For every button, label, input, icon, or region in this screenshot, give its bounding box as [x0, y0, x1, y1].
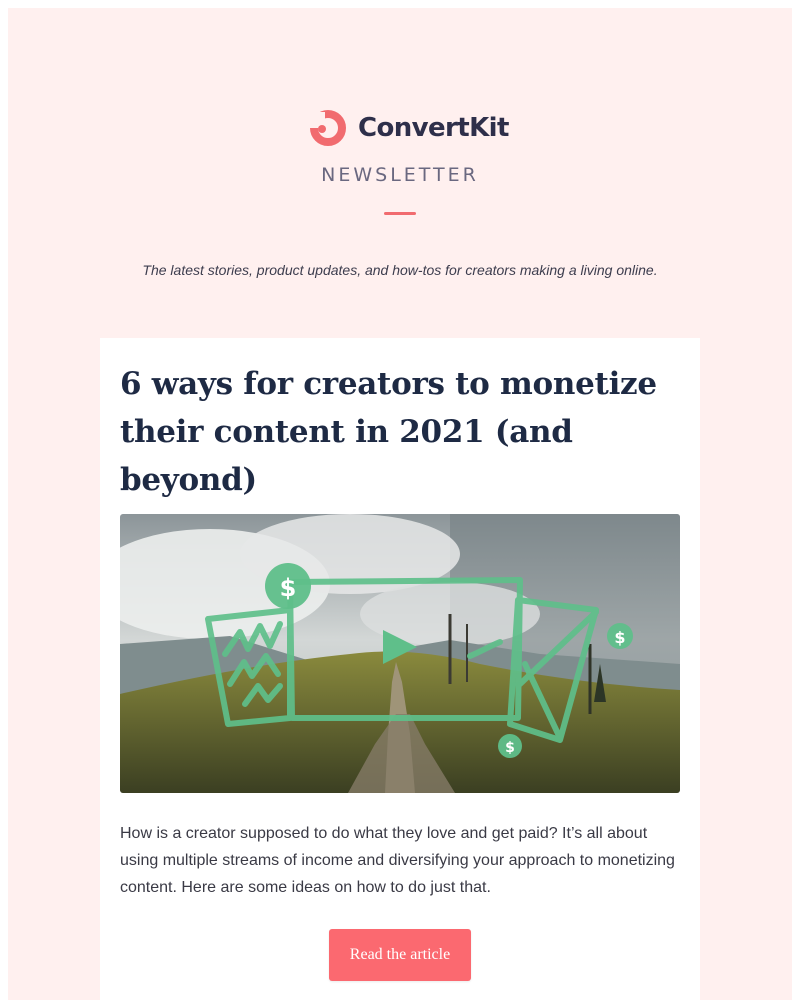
svg-text:$: $: [279, 574, 297, 602]
read-article-button[interactable]: Read the article: [329, 929, 471, 981]
article-title[interactable]: 6 ways for creators to monetize their content in 2021 (and beyond): [120, 366, 657, 498]
brand-logo[interactable]: [308, 108, 509, 148]
email-background: [8, 8, 792, 1000]
article-hero-image[interactable]: [120, 514, 680, 793]
article-card: [100, 338, 700, 1000]
brand-name: ConvertKit: [358, 113, 509, 143]
svg-text:$: $: [614, 628, 626, 647]
svg-text:$: $: [505, 740, 515, 756]
newsletter-label: NEWSLETTER: [321, 164, 479, 186]
article-summary: How is a creator supposed to do what they love and get paid? It’s all about using multiple streams of income and diversifying your approach to monetizing content. Here are some ideas on how to do just that.: [120, 825, 675, 896]
newsletter-tagline: The latest stories, product updates, and how-tos for creators making a living online.: [142, 262, 658, 278]
header-divider: [384, 212, 416, 215]
convertkit-logo-icon: [308, 108, 348, 148]
newsletter-header: [8, 8, 792, 338]
